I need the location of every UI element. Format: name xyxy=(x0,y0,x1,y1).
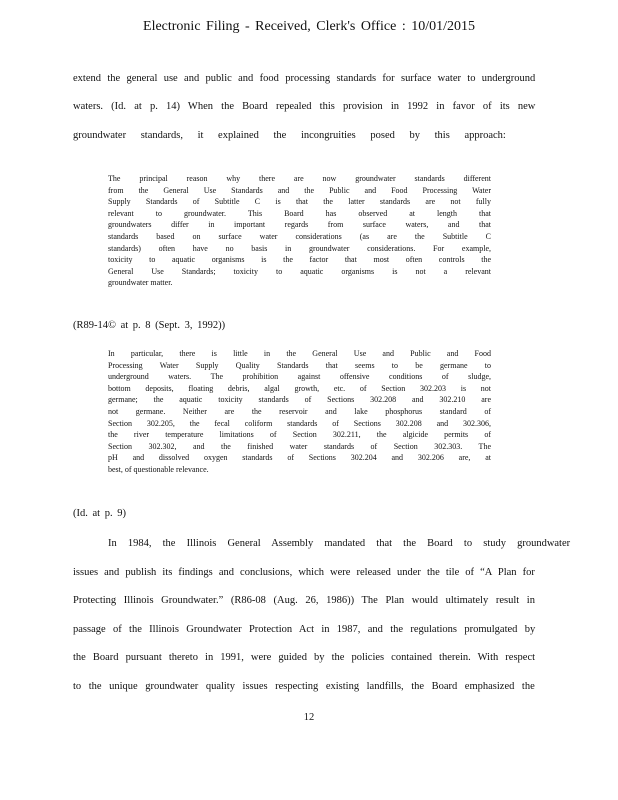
quote-line: standards) often have no basis in groundwater considerations. For example, xyxy=(108,243,491,253)
quote-line: In particular, there is little in the General Use and Public and Food xyxy=(108,349,491,358)
quote-line: General Use Standards; toxicity to aquatic organisms is not a relevant xyxy=(108,266,491,276)
citation: (Id. at p. 9) xyxy=(73,508,126,519)
paragraph-line: the Board pursuant thereto in 1991, were guided by the policies contained therein. With respect xyxy=(73,652,536,663)
quote-line: The principal reason why there are now groundwater standards different xyxy=(108,174,491,183)
intro-line: extend the general use and public and food processing standards for surface water to underground xyxy=(73,73,536,84)
quote-line: standards based on surface water considerations (as are the Subtitle C xyxy=(108,231,491,241)
citation: (R89-14© at p. 8 (Sept. 3, 1992)) xyxy=(73,320,226,331)
quote-line: from the General Use Standards and the Public and Food Processing Water xyxy=(108,185,491,195)
quote-line: Section 302.205, the fecal coliform standards of Sections 302.208 and 302.306, xyxy=(108,418,491,428)
quote-line: relevant to groundwater. This Board has observed at length that xyxy=(108,208,491,218)
paragraph-line: In 1984, the Illinois General Assembly mandated that the Board to study groundwater xyxy=(108,538,571,549)
quote-line: pH and dissolved oxygen standards of Sections 302.204 and 302.206 are, at xyxy=(108,453,491,463)
paragraph-line: issues and publish its findings and conclusions, which were released under the tile of “A Plan for xyxy=(73,567,535,578)
block-quote-2 xyxy=(108,348,491,476)
quote-line: underground waters. The prohibition against offensive conditions of sludge, xyxy=(108,372,491,382)
quote-line: Processing Water Supply Quality Standards that seems to be germane to xyxy=(108,360,491,370)
quote-line: groundwater matter. xyxy=(108,278,173,288)
quote-line: best, of questionable relevance. xyxy=(108,464,209,474)
page-number: 12 xyxy=(303,712,315,723)
intro-line: groundwater standards, it explained the incongruities posed by this approach: xyxy=(73,130,506,141)
paragraph-line: to the unique groundwater quality issues respecting existing landfills, the Board emphasized the xyxy=(73,681,535,692)
intro-line: waters. (Id. at p. 14) When the Board repealed this provision in 1992 in favor of its new xyxy=(73,101,536,112)
paragraph-line: Protecting Illinois Groundwater.” (R86-08 (Aug. 26, 1986)) The Plan would ultimately result in xyxy=(73,595,535,606)
block-quote-1 xyxy=(108,173,491,289)
quote-line: not germane. Neither are the reservoir and lake phosphorus standard of xyxy=(108,406,491,416)
paragraph-line: passage of the Illinois Groundwater Protection Act in 1987, and the regulations promulgated by xyxy=(73,624,536,635)
quote-line: groundwaters differ in important regards from surface waters, and that xyxy=(108,220,491,230)
filing-header: Electronic Filing - Received, Clerk's Office : 10/01/2015 xyxy=(143,19,475,34)
quote-line: bottom deposits, floating debris, algal growth, etc. of Section 302.203 is not xyxy=(108,383,491,393)
quote-line: germane; the aquatic toxicity standards of Sections 302.208 and 302.210 are xyxy=(108,395,491,405)
quote-line: the river temperature limitations of Section 302.211, the algicide permits of xyxy=(108,430,491,440)
quote-line: Supply Standards of Subtitle C is that the latter standards are not fully xyxy=(108,197,491,207)
quote-line: toxicity to aquatic organisms is the factor that most often controls the xyxy=(108,255,491,265)
quote-line: Section 302.302, and the finished water standards of Section 302.303. The xyxy=(108,441,491,451)
